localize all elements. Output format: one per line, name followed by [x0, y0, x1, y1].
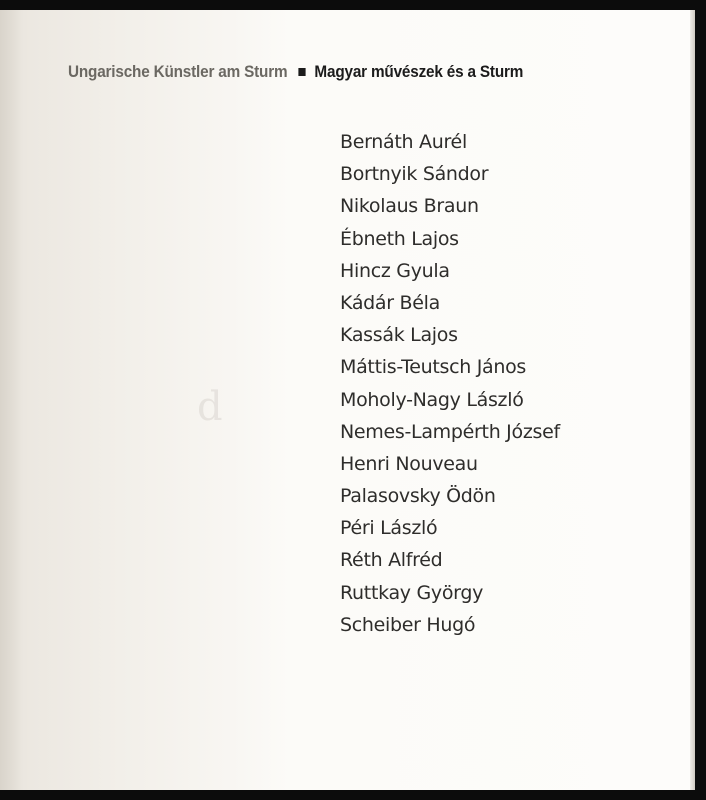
german-title: Ungarische Künstler am Sturm [68, 62, 288, 81]
artist-name: Scheiber Hugó [340, 613, 476, 636]
watermark-letter: d [197, 384, 223, 430]
page-header [68, 62, 523, 82]
artist-name: Hincz Gyula [340, 259, 450, 282]
page-edge [690, 10, 695, 790]
artist-name: Moholy-Nagy László [340, 388, 524, 411]
artist-name: Bernáth Aurél [340, 131, 467, 153]
artist-name: Kassák Lajos [340, 324, 458, 347]
artist-name: Máttis-Teutsch János [340, 356, 527, 379]
artist-name: Henri Nouveau [340, 452, 478, 475]
artist-name: Nemes-Lampérth József [340, 420, 560, 443]
artist-name: Ruttkay György [340, 581, 484, 604]
artist-name: Réth Alfréd [340, 549, 443, 572]
page-fold-shadow [0, 10, 22, 790]
artist-list [340, 126, 560, 641]
square-bullet-icon [298, 68, 305, 76]
artist-name: Nikolaus Braun [340, 195, 479, 218]
artist-name: Ébneth Lajos [340, 227, 459, 250]
artist-name: Bortnyik Sándor [340, 163, 489, 186]
artist-name: Palasovsky Ödön [340, 485, 496, 508]
hungarian-title: Magyar művészek és a Sturm [314, 62, 524, 81]
artist-name: Kádár Béla [340, 291, 440, 314]
artist-name: Péri László [340, 517, 438, 540]
